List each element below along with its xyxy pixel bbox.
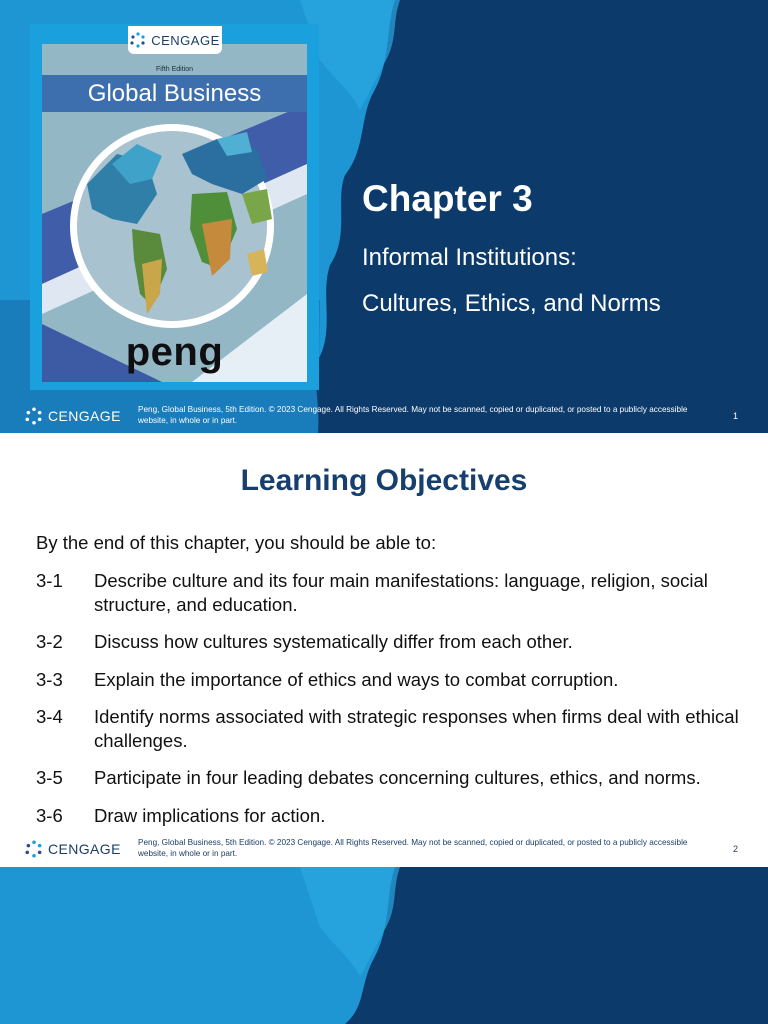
footer-logo-text: CENGAGE	[48, 408, 121, 424]
objective-number: 3-2	[36, 631, 63, 652]
footer-copyright: Peng, Global Business, 5th Edition. © 2023 Cengage. All Rights Reserved. May not be scanned, copied or duplicated, or posted to a publicly accessible website, in whole or in part.	[138, 838, 688, 858]
slide-2	[0, 433, 768, 867]
objective-number: 3-3	[36, 668, 63, 690]
objective-item	[36, 569, 746, 616]
slide-title: Learning Objectives	[240, 464, 528, 497]
objective-text: Draw implications for action.	[94, 804, 326, 826]
slide-footer	[0, 399, 768, 433]
objective-text: Explain the importance of ethics and ways to combat corruption.	[94, 668, 619, 690]
objective-item	[36, 630, 746, 654]
slide-number: 1	[733, 411, 739, 421]
objective-item	[36, 804, 746, 828]
slide-number: 2	[733, 844, 739, 854]
footer-logo-text: CENGAGE	[48, 841, 121, 857]
objective-text: Describe culture and its four main manifestations: language, religion, social structure, and education.	[94, 570, 708, 615]
objectives-list	[36, 569, 746, 841]
chapter-subtitle-line-1: Informal Institutions:	[362, 244, 577, 271]
footer-logo	[25, 407, 121, 425]
cengage-logo-icon	[130, 32, 146, 48]
chapter-title: Chapter 3	[362, 178, 533, 219]
objective-text: Identify norms associated with strategic responses when firms deal with ethical challenges.	[94, 706, 739, 751]
slide-intro: By the end of this chapter, you should be able to:	[36, 532, 437, 553]
brush-background	[0, 867, 768, 1024]
objective-item	[36, 668, 746, 692]
book-edition: Fifth Edition	[156, 66, 193, 73]
book-title: Global Business	[42, 75, 307, 112]
objective-number: 3-5	[36, 767, 63, 788]
objective-text: Discuss how cultures systematically differ from each other.	[94, 631, 573, 652]
objective-number: 3-4	[36, 706, 63, 727]
objective-number: 3-6	[36, 804, 63, 826]
slide-footer	[0, 832, 768, 866]
cengage-logo-icon	[25, 407, 43, 425]
objective-number: 3-1	[36, 570, 63, 591]
objective-item	[36, 705, 746, 752]
book-cover	[30, 24, 319, 390]
book-author: peng	[125, 330, 224, 374]
footer-copyright: Peng, Global Business, 5th Edition. © 2023 Cengage. All Rights Reserved. May not be scanned, copied or duplicated, or posted to a publicly accessible website, in whole or in part.	[138, 405, 688, 425]
chapter-subtitle-line-2: Cultures, Ethics, and Norms	[362, 290, 661, 317]
slide-1	[0, 0, 768, 433]
cengage-logo-icon	[25, 840, 43, 858]
footer-logo	[25, 840, 121, 858]
book-publisher-badge	[128, 26, 222, 54]
slide-3-partial	[0, 867, 768, 1024]
objective-text: Participate in four leading debates concerning cultures, ethics, and norms.	[94, 767, 701, 788]
book-publisher-name: CENGAGE	[151, 32, 220, 48]
objective-item	[36, 766, 746, 790]
